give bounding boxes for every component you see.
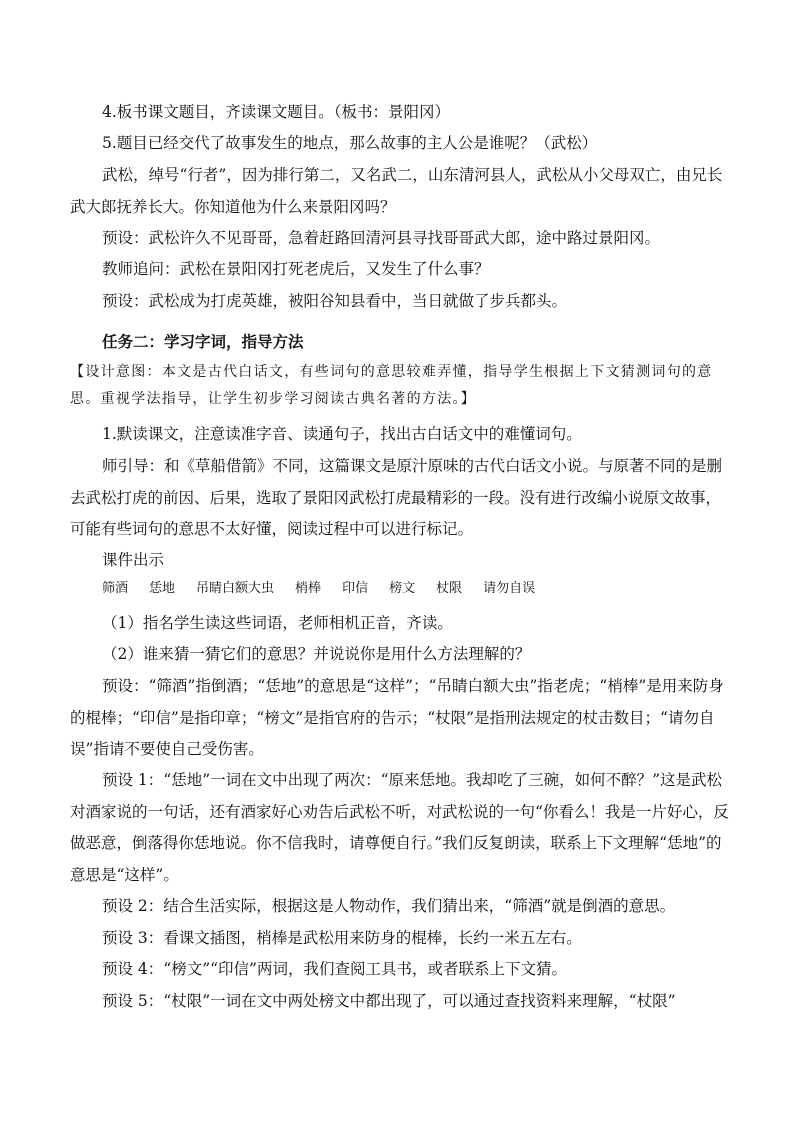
term-item: 筛酒 [102,581,129,596]
vocabulary-terms-row [102,578,742,600]
term-item: 梢棒 [295,581,322,596]
term-item: 请勿自误 [483,581,536,596]
term-item: 吊睛白额大虫 [196,581,275,596]
question-2-line: （2）谁来猜一猜它们的意思？并说说你是用什么方法理解的？ [102,645,531,663]
courseware-label: 课件出示 [102,551,165,569]
preset-1-paragraph: 预设 1：“恁地”一词在文中出现了两次：“原来恁地。我却吃了三碗，如何不醉？”这是武松对酒家说的一句话，还有酒家好心劝告后武松不听，对武松说的一句“你看么！我是一片好心，反做恶意，倒落得你恁地说。你不信我时，请尊便自行。”我们反复朗读，联系上下文理解“恁地”的意思是“这样”。 [70,771,729,884]
term-item: 榜文 [389,581,416,596]
answer-paragraph: 预设：“筛酒”指倒酒；“恁地”的意思是“这样”；“吊睛白额大虫”指老虎；“梢棒”是用来防身的棍棒；“印信”是指印章；“榜文”是指官府的告示；“杖限”是指刑法规定的杖击数目；“请勿自误”指请不要使自己受伤害。 [70,677,724,758]
preset-4-line: 预设 4：“榜文”“印信”两词，我们查阅工具书，或者联系上下文猜。 [102,960,567,978]
preset-5-line: 预设 5：“杖限”一词在文中两处榜文中都出现了，可以通过查找资料来理解，“杖限” [102,992,676,1010]
term-item: 印信 [342,581,369,596]
preset-line-2: 预设：武松成为打虎英雄，被阳谷知县看中，当日就做了步兵都头。 [102,292,568,310]
step-5-line: 5.题目已经交代了故事发生的地点，那么故事的主人公是谁呢？（武松） [102,134,598,152]
question-1-line: （1）指名学生读这些词语，老师相机正音，齐读。 [102,614,453,632]
step-4-line: 4.板书课文题目，齐读课文题目。（板书：景阳冈） [102,103,451,121]
term-item: 恁地 [149,581,176,596]
preset-3-line: 预设 3：看课文插图，梢棒是武松用来防身的棍棒，长约一米五左右。 [102,929,582,947]
silent-reading-step: 1.默读课文，注意读准字音、读通句子，找出古白话文中的难懂词句。 [102,425,582,443]
term-item: 杖限 [436,581,463,596]
teacher-question-line: 教师追问：武松在景阳冈打死老虎后，又发生了什么事？ [102,260,490,278]
preset-line-1: 预设：武松许久不见哥哥，急着赶路回清河县寻找哥哥武大郎，途中路过景阳冈。 [102,229,661,247]
wusong-intro-paragraph: 武松，绰号“行者”，因为排行第二，又名武二，山东清河县人，武松从小父母双亡，由兄长武大郎抚养长大。你知道他为什么来景阳冈吗？ [70,166,723,216]
design-intent-paragraph: 【设计意图：本文是古代白话文，有些词句的意思较难弄懂，指导学生根据上下文猜测词句的意思。重视学法指导，让学生初步学习阅读古典名著的方法。】 [70,364,713,407]
preset-2-line: 预设 2：结合生活实际，根据这是人物动作，我们猜出来，“筛酒”就是倒酒的意思。 [102,897,676,915]
teacher-guide-paragraph: 师引导：和《草船借箭》不同，这篇课文是原汁原味的古代白话文小说。与原著不同的是删去武松打虎的前因、后果，选取了景阳冈武松打虎最精彩的一段。没有进行改编小说原文故事，可能有些词句的意思不太好懂，阅读过程中可以进行标记。 [70,457,723,538]
task-2-heading: 任务二：学习字词，指导方法 [102,333,304,351]
